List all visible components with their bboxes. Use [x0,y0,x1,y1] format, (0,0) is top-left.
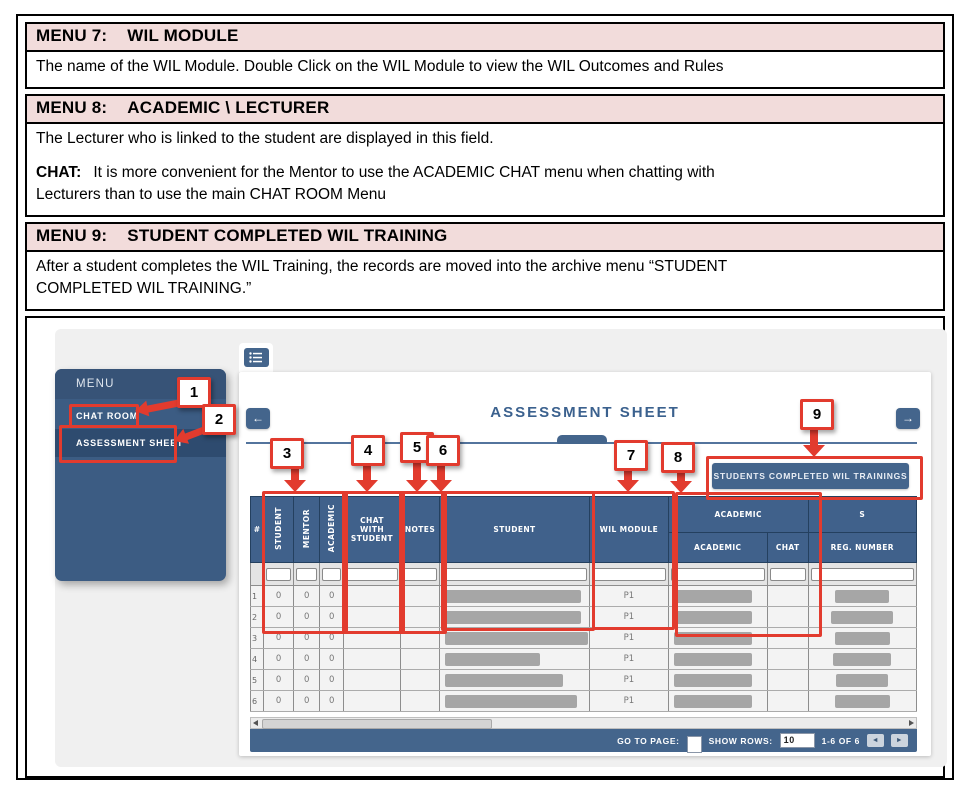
section-menu9-body [27,252,943,309]
app-canvas [55,329,947,767]
table-row[interactable]: 2 0 0 0 P1 [251,607,917,628]
redacted-text-bar [833,653,891,666]
students-completed-wil-trainings-button[interactable]: STUDENTS COMPLETED WIL TRAININGS [712,463,909,489]
table-row[interactable]: 6 0 0 0 P1 [251,691,917,712]
table-row[interactable]: 5 0 0 0 P1 [251,670,917,691]
group-header-academic: ACADEMIC [668,497,808,533]
callout-7: 7 [614,440,648,471]
go-to-page-input[interactable] [687,736,702,753]
page-title: ASSESSMENT SHEET [490,404,680,421]
document-page [16,14,954,780]
col-header-reg-number[interactable]: REG. NUMBER [808,533,916,563]
scrollbar-thumb[interactable] [262,719,492,729]
list-icon[interactable] [244,348,269,367]
callout-arrow-5 [406,458,428,492]
menu8-chat-line1: It is more convenient for the Mentor to use the ACADEMIC CHAT menu when chatting with [93,164,715,181]
title-divider-tab-indicator [557,435,607,444]
redacted-text-bar [445,695,577,708]
go-to-page-label: GO TO PAGE: [617,735,680,746]
col-header-wil-module[interactable]: WIL MODULE [590,497,669,563]
table-row[interactable]: 1 0 0 0 P1 [251,586,917,607]
redacted-text-bar [445,632,588,645]
col-header-student-count[interactable]: STUDENT [264,497,294,563]
sheet-tab[interactable] [239,343,273,372]
show-rows-input[interactable]: 10 [780,733,815,748]
col-header-mentor[interactable]: MENTOR [293,497,320,563]
callout-4: 4 [351,435,385,466]
col-header-academic[interactable]: ACADEMIC [668,533,767,563]
table-row[interactable]: 3 0 0 0 P1 [251,628,917,649]
highlight-box-assessment-sheet [59,425,177,463]
sidebar-title: MENU [55,369,226,399]
scroll-left-icon[interactable] [253,720,258,726]
redacted-text-bar [835,590,889,603]
section-menu9-heading [27,224,943,252]
highlight-box-academic-group [675,492,822,637]
menu8-text-1: The Lecturer who is linked to the student are displayed in this field. [36,130,494,147]
col-header-academic-count[interactable]: ACADEMIC [320,497,343,563]
app-screenshot-frame [25,316,945,778]
forward-arrow-button[interactable]: → [896,408,920,429]
menu8-text-2 [36,162,934,206]
sidebar-item-chat-room[interactable]: CHAT ROOM [76,411,139,421]
filter-input-reg-number[interactable] [811,568,914,581]
highlight-box-chat-with-student [342,491,405,634]
redacted-text-bar [831,611,893,624]
highlight-box-completed-button [706,456,923,500]
callout-8: 8 [661,442,695,473]
menu7-text: The name of the WIL Module. Double Click on the WIL Module to view the WIL Outcomes and Rules [36,58,724,75]
redacted-text-bar [674,695,752,708]
highlight-box-notes [399,491,447,634]
callout-6: 6 [426,435,460,466]
col-header-chat-with-student[interactable]: CHAT WITH STUDENT [343,497,400,563]
highlight-box-wil-module [592,491,675,630]
menu8-label: MENU 8: [36,98,108,117]
section-menu7-body [27,52,943,87]
redacted-text-bar [445,674,563,687]
menu7-title: WIL MODULE [127,26,239,45]
callout-5: 5 [400,432,434,463]
redacted-text-bar [674,674,752,687]
redacted-text-bar [674,653,752,666]
horizontal-scrollbar[interactable] [250,717,917,729]
section-menu7 [25,22,945,89]
menu7-label: MENU 7: [36,26,108,45]
grid-footer [250,729,917,752]
menu9-text: After a student completes the WIL Training, the records are moved into the archive menu “STUDENT COMPLETED WIL TRAINING.” [36,258,728,297]
callout-2: 2 [202,404,236,435]
col-header-chat[interactable]: CHAT [767,533,808,563]
callout-9: 9 [800,399,834,430]
highlight-box-count-columns [262,491,348,634]
redacted-text-bar [836,674,888,687]
redacted-text-bar [445,653,540,666]
callout-1: 1 [177,377,211,408]
menu9-label: MENU 9: [36,226,108,245]
next-page-button[interactable]: ► [891,734,908,747]
section-menu8-body [27,124,943,215]
sidebar-item-assessment-sheet[interactable]: ASSESSMENT SHEET [55,429,226,457]
menu8-title: ACADEMIC \ LECTURER [127,98,330,117]
col-header-student[interactable]: STUDENT [439,497,589,563]
row-range-label: 1-6 OF 6 [821,735,860,746]
table-row[interactable]: 4 0 0 0 P1 [251,649,917,670]
section-menu8-heading [27,96,943,124]
section-menu7-heading [27,24,943,52]
section-menu8 [25,94,945,217]
callout-3: 3 [270,438,304,469]
col-header-notes[interactable]: NOTES [401,497,440,563]
col-header-num: # [251,497,264,563]
prev-page-button[interactable]: ◄ [867,734,884,747]
scroll-right-icon[interactable] [909,720,914,726]
back-arrow-button[interactable]: ← [246,408,270,429]
redacted-text-bar [835,695,890,708]
highlight-box-student [441,491,595,631]
chat-bold-label: CHAT: [36,164,82,181]
show-rows-label: SHOW ROWS: [708,735,773,746]
menu9-title: STUDENT COMPLETED WIL TRAINING [127,226,448,245]
section-menu9 [25,222,945,311]
redacted-text-bar [835,632,890,645]
group-header-next-partial: S [808,497,916,533]
menu8-chat-line2: Lecturers than to use the main CHAT ROOM Menu [36,186,387,203]
